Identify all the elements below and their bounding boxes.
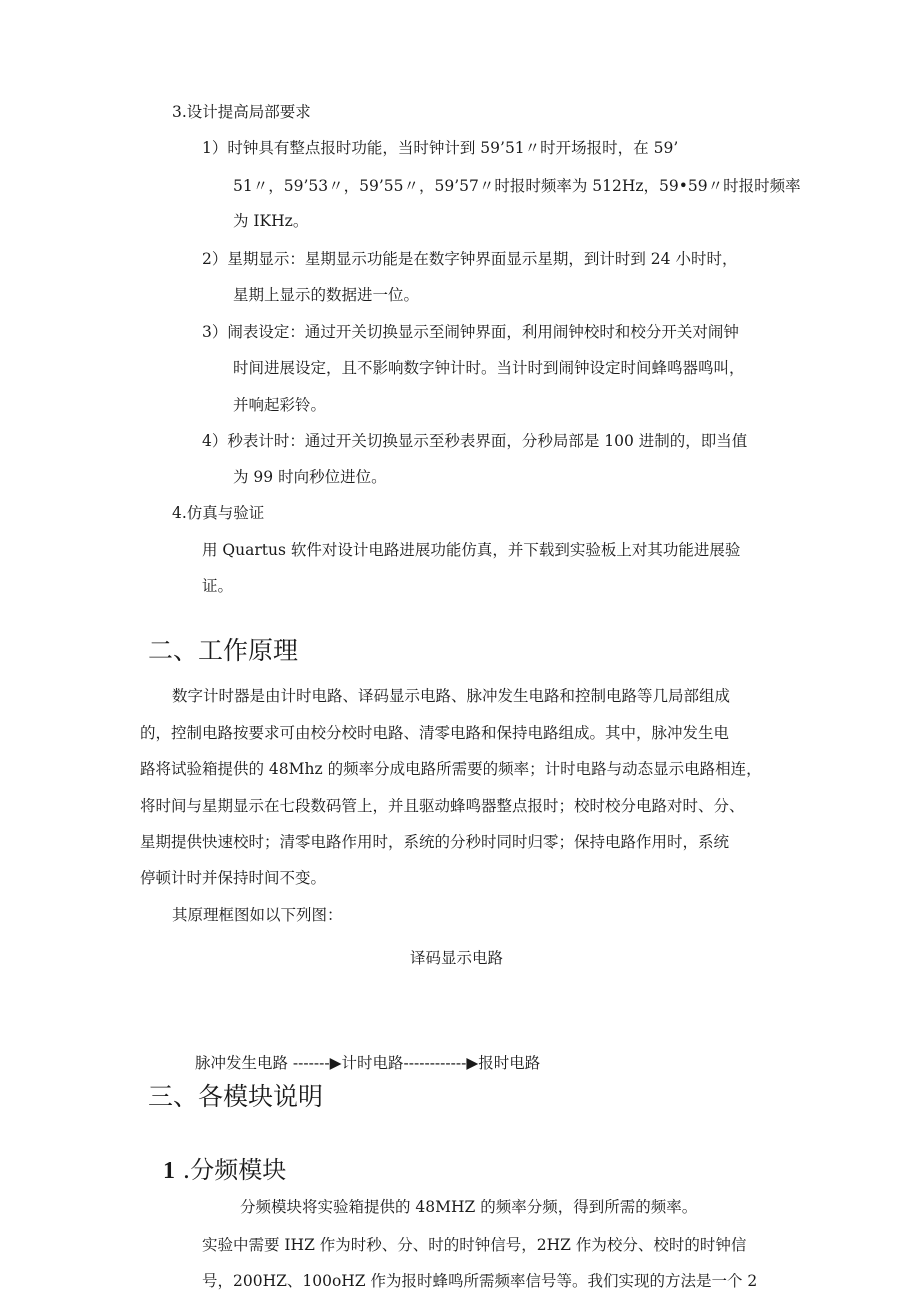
paragraph-1-line-4: 将时间与星期显示在七段数码管上，并且驱动蜂鸣器整点报时；校时校分电路对时、分、: [140, 797, 745, 815]
paragraph-1-line-2: 的，控制电路按要求可由校分校时电路、清零电路和保持电路组成。其中，脉冲发生电: [140, 724, 730, 742]
item-1-line-1: 1）时钟具有整点报时功能，当时钟计到 59’51〃时开场报时，在 59’: [202, 139, 679, 157]
section-4-line-2: 证。: [202, 577, 234, 595]
paragraph-1-line-5: 星期提供快速校时；清零电路作用时，系统的分秒时同时归零；保持电路作用时，系统: [140, 833, 730, 851]
item-2-line-2: 星期上显示的数据进一位。: [233, 286, 420, 304]
item-3-line-1: 3）闹表设定：通过开关切换显示至闹钟界面，利用闹钟校时和校分开关对闹钟: [202, 323, 739, 341]
paragraph-2: 其原理框图如以下列图：: [172, 906, 343, 924]
heading-divider-module: [163, 1155, 286, 1186]
paragraph-1-line-6: 停顿计时并保持时间不变。: [140, 869, 327, 887]
paragraph-1-line-3: 路将试验箱提供的 48Mhz 的频率分成电路所需要的频率；计时电路与动态显示电路相连，: [140, 760, 762, 778]
item-3-line-2: 时间进展设定，且不影响数字钟计时。当计时到闹钟设定时间蜂鸣器鸣叫，: [233, 359, 745, 377]
paragraph-1-line-1: 数字计时器是由计时电路、译码显示电路、脉冲发生电路和控制电路等几局部组成: [172, 687, 731, 705]
diagram-flow: 脉冲发生电路 -------▶计时电路------------▶报时电路: [195, 1054, 541, 1072]
diagram-decode-display: 译码显示电路: [410, 949, 504, 967]
section-3-title: 3.设计提高局部要求: [172, 103, 311, 121]
heading-principle: 二、工作原理: [148, 636, 299, 665]
item-3-line-3: 并响起彩铃。: [233, 396, 327, 414]
section-4-title: 4.仿真与验证: [172, 504, 265, 522]
item-1-line-2: 51〃，59’53〃，59’55〃，59’57〃时报时频率为 512Hz，59•59〃时报时频率: [233, 177, 801, 195]
item-2-line-1: 2）星期显示：星期显示功能是在数字钟界面显示星期，到计时到 24 小时时，: [202, 250, 738, 268]
heading-modules: 三、各模块说明: [148, 1082, 324, 1111]
module-1-line-1: 分频模块将实验箱提供的 48MHZ 的频率分频，得到所需的频率。: [240, 1198, 698, 1216]
item-4-line-1: 4）秒表计时：通过开关切换显示至秒表界面，分秒局部是 100 进制的，即当值: [202, 432, 748, 450]
module-1-line-2: 实验中需要 IHZ 作为时秒、分、时的时钟信号，2HZ 作为校分、校时的时钟信: [202, 1236, 747, 1254]
item-1-line-3: 为 IKHz。: [233, 212, 309, 230]
section-4-line-1: 用 Quartus 软件对设计电路进展功能仿真，并下载到实验板上对其功能进展验: [202, 541, 741, 559]
module-1-line-3: 号，200HZ、100oHZ 作为报时蜂鸣所需频率信号等。我们实现的方法是一个 2: [202, 1272, 758, 1290]
heading-text: .分频模块: [175, 1156, 287, 1184]
item-4-line-2: 为 99 时向秒位进位。: [233, 468, 387, 486]
heading-number: 1: [163, 1158, 175, 1184]
